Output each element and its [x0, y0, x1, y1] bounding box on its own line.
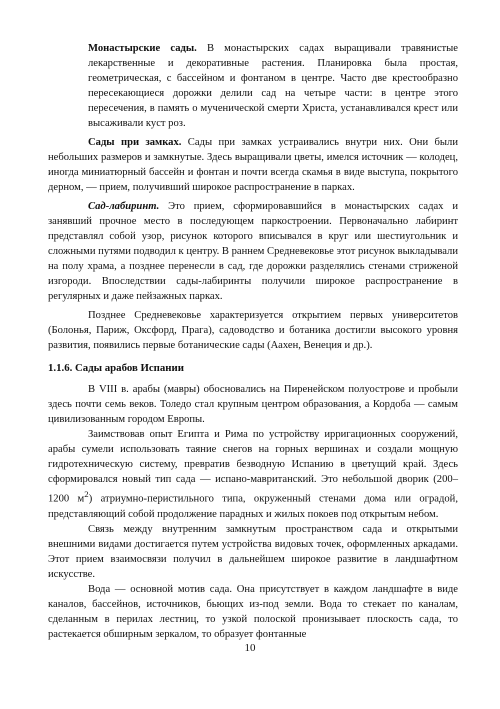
paragraph-connection: Связь между внутренним замкнутым пространством сада и открытыми внешними видами достигается путем устройства видовых точек, оформленных аркадами. Этот прием взаимосвязи получил в дальнейшем широкое развитие в ландшафтном искусстве.	[48, 523, 458, 580]
paragraph-text: ) атриумно-перистильного типа, окруженный стенами дома или оградой, представляющий собой продолжение парадных и жилых покоев под открытым небом.	[48, 493, 459, 520]
paragraph-text: В монастырских садах выращивали травянистые лекарственные и декоративные растения. Планировка была простая, геометрическая, с бассейном и фонтаном в центре. Часто две крестообразно пересекающиеся дорожки делили сад на четыре части: в центре этого пересечения, в память о мученической смерти Христа, устанавливался крест или высаживали куст роз.	[88, 43, 458, 129]
run-in-heading-monastic: Монастырские сады.	[88, 43, 197, 54]
text-column	[48, 41, 458, 642]
run-in-heading-labyrinth: Сад-лабиринт.	[88, 201, 160, 212]
run-in-heading-castle: Сады при замках.	[88, 137, 182, 148]
paragraph-labyrinth	[48, 199, 458, 304]
section-heading: 1.1.6. Сады арабов Испании	[48, 362, 184, 374]
paragraph-monastic-gardens	[88, 41, 458, 131]
page-number: 10	[244, 642, 256, 654]
superscript: 2	[84, 489, 89, 499]
paragraph-irrigation	[48, 427, 458, 522]
paragraph-castle-gardens	[48, 135, 458, 195]
paragraph-arabs: В VIII в. арабы (мавры) обосновались на Пиренейском полуострове и пробыли здесь почти семь веков. Толедо стал крупным центром образования, а Кордоба — самым цивилизованным городом Европы.	[48, 384, 458, 425]
paragraph-water: Вода — основной мотив сада. Она присутствует в каждом ландшафте в виде каналов, бассейнов, источников, бьющих из-под земли. Вода то стекает по каналам, сделанным в перилах лестниц, то узкой полоской пронизывает плоскость сада, то растекается обширным зеркалом, то образует фонтанные	[48, 583, 458, 640]
paragraph-text: Заимствовав опыт Египта и Рима по устройству ирригационных сооружений, арабы сумели использовать таяние снегов на горных вершинах и создали мощную гидротехническую систему, превратив безводную Испанию в цветущий край. Здесь сформировался новый тип сада — испано-мавританский. Это небольшой дворик (200–1200 м	[48, 429, 458, 505]
paragraph-late-middle-ages: Позднее Средневековье характеризуется открытием первых университетов (Болонья, Париж, Оксфорд, Прага), садоводство и ботаника достигли высокого уровня развития, появились первые ботанические сады (Аахен, Венеция и др.).	[48, 310, 458, 351]
paragraph-text: Сады при замках устраивались внутри них. Они были небольших размеров и замкнутые. Здесь выращивали цветы, имелся источник — колодец, иногда миниатюрный бассейн и фонтан и почти всегда скамья в виде выступа, покрытого дерном, — прием, получивший широкое распространение в парках.	[48, 137, 458, 193]
paragraph-text: Это прием, сформировавшийся в монастырских садах и занявший прочное место в последующем паркостроении. Первоначально лабиринт представлял собой узор, рисунок которого вписывался в круг или шестиугольник и сложными путями подводил к центру. В раннем Средневековье этот рисунок выкладывали на полу храма, а позднее перенесли в сад, где дорожки разделялись стенами стриженой изгороди. Впоследствии сады-лабиринты получили широкое распространение в регулярных и даже пейзажных парках.	[48, 201, 458, 302]
